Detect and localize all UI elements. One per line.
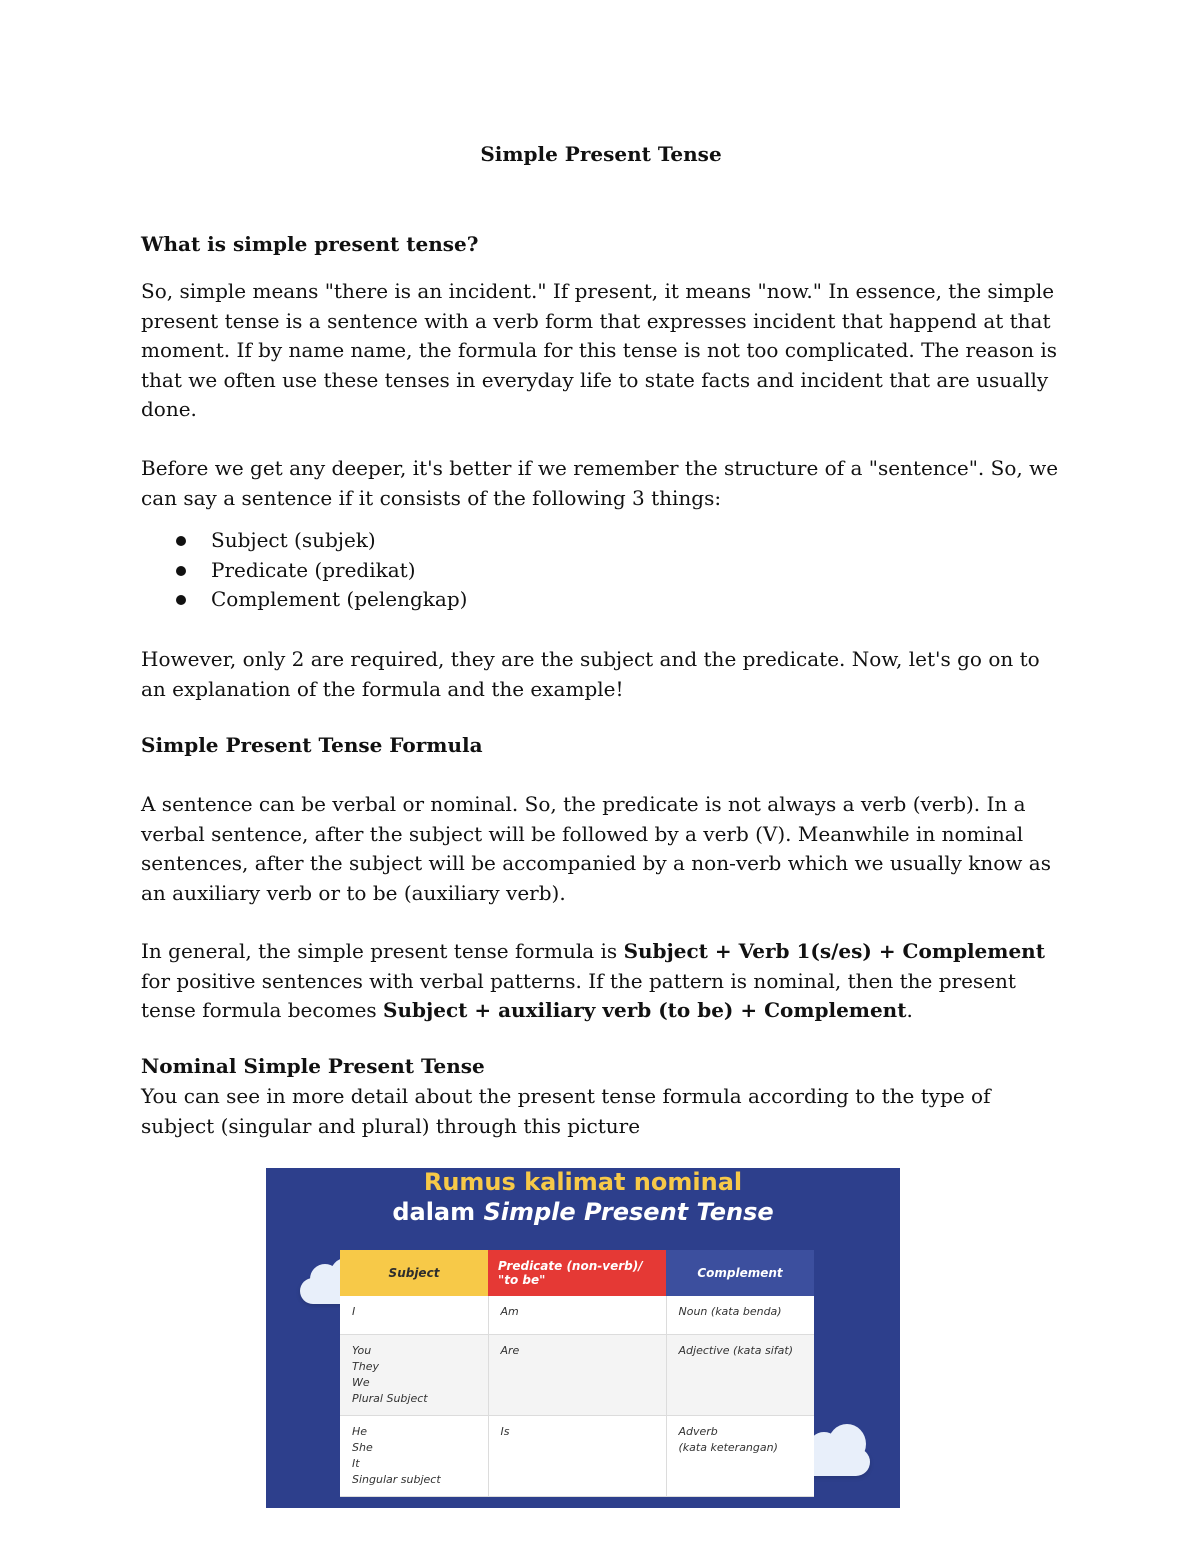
heading-what-is: What is simple present tense?	[141, 232, 479, 256]
heading-formula: Simple Present Tense Formula	[141, 733, 483, 757]
table-cell: Adverb (kata keterangan)	[666, 1416, 814, 1497]
heading-nominal: Nominal Simple Present Tense	[141, 1054, 485, 1078]
table-header-complement: Complement	[666, 1250, 814, 1296]
list-item-label: Subject (subjek)	[211, 528, 376, 552]
bullet-icon	[176, 595, 186, 605]
list-item-label: Complement (pelengkap)	[211, 587, 468, 612]
table-cell: Adjective (kata sifat)	[666, 1335, 814, 1416]
bullet-icon	[176, 536, 186, 546]
paragraph-definition: So, simple means "there is an incident." If present, it means "now." In essence, the simple present tense is a sentence with a verb form that expresses incident that happend at that moment. If by name name, the formula for this tense is not too complicated. The reason is that we often use these tenses in everyday life to state facts and incident that are usually done.	[141, 279, 1058, 422]
table-cell: Am	[488, 1296, 666, 1335]
paragraph-sentence-structure: Before we get any deeper, it's better if we remember the structure of a "sentence". So, we can say a sentence if it consists of the following 3 things:	[141, 456, 1059, 510]
bullet-icon	[176, 566, 186, 576]
picture-title-line1: Rumus kalimat nominal	[423, 1168, 743, 1196]
paragraph-verbal-nominal: A sentence can be verbal or nominal. So, the predicate is not always a verb (verb). In a verbal sentence, after the subject will be followed by a verb (V). Meanwhile in nominal sentences, after the subject will be accompanied by a non-verb which we usually know as an auxiliary verb or to be (auxiliary verb).	[141, 792, 1051, 905]
table-cell: Are	[488, 1335, 666, 1416]
verbal-formula: Subject + Verb 1(s/es) + Complement	[623, 939, 1045, 963]
picture-title-line2	[266, 1198, 900, 1226]
table-cell: He She It Singular subject	[340, 1416, 488, 1497]
paragraph-formula	[141, 937, 1061, 1026]
formula-text: .	[906, 998, 913, 1023]
table-cell: Is	[488, 1416, 666, 1497]
table-cell: Noun (kata benda)	[666, 1296, 814, 1335]
table-row	[340, 1296, 814, 1335]
paragraph-picture-intro: You can see in more detail about the present tense formula according to the type of subject (singular and plural) through this picture	[141, 1084, 991, 1138]
paragraph-required-parts: However, only 2 are required, they are the subject and the predicate. Now, let's go on to an explanation of the formula and the example!	[141, 647, 1040, 701]
list-item	[141, 556, 467, 586]
table-cell: You They We Plural Subject	[340, 1335, 488, 1416]
list-item-label: Predicate (predikat)	[211, 557, 416, 582]
table-row	[340, 1416, 814, 1497]
table-header-subject: Subject	[340, 1250, 488, 1296]
list-item	[141, 526, 467, 556]
sentence-parts-list	[141, 526, 467, 615]
formula-text: for positive sentences with verbal patterns. If the pattern is nominal, then the present tense formula becomes	[141, 968, 1016, 1023]
nominal-formula-table	[340, 1250, 814, 1497]
formula-text: In general, the simple present tense formula is	[141, 939, 624, 963]
table-row	[340, 1335, 814, 1416]
nominal-formula-picture	[266, 1168, 900, 1508]
picture-title-emphasis: Simple Present Tense	[483, 1198, 774, 1226]
table-cell: I	[340, 1296, 488, 1335]
table-header-predicate: Predicate (non-verb)/ "to be"	[488, 1250, 666, 1296]
nominal-formula: Subject + auxiliary verb (to be) + Complement	[383, 998, 907, 1023]
list-item	[141, 585, 467, 615]
document-title: Simple Present Tense	[480, 142, 722, 166]
picture-title-prefix: dalam	[392, 1198, 484, 1226]
